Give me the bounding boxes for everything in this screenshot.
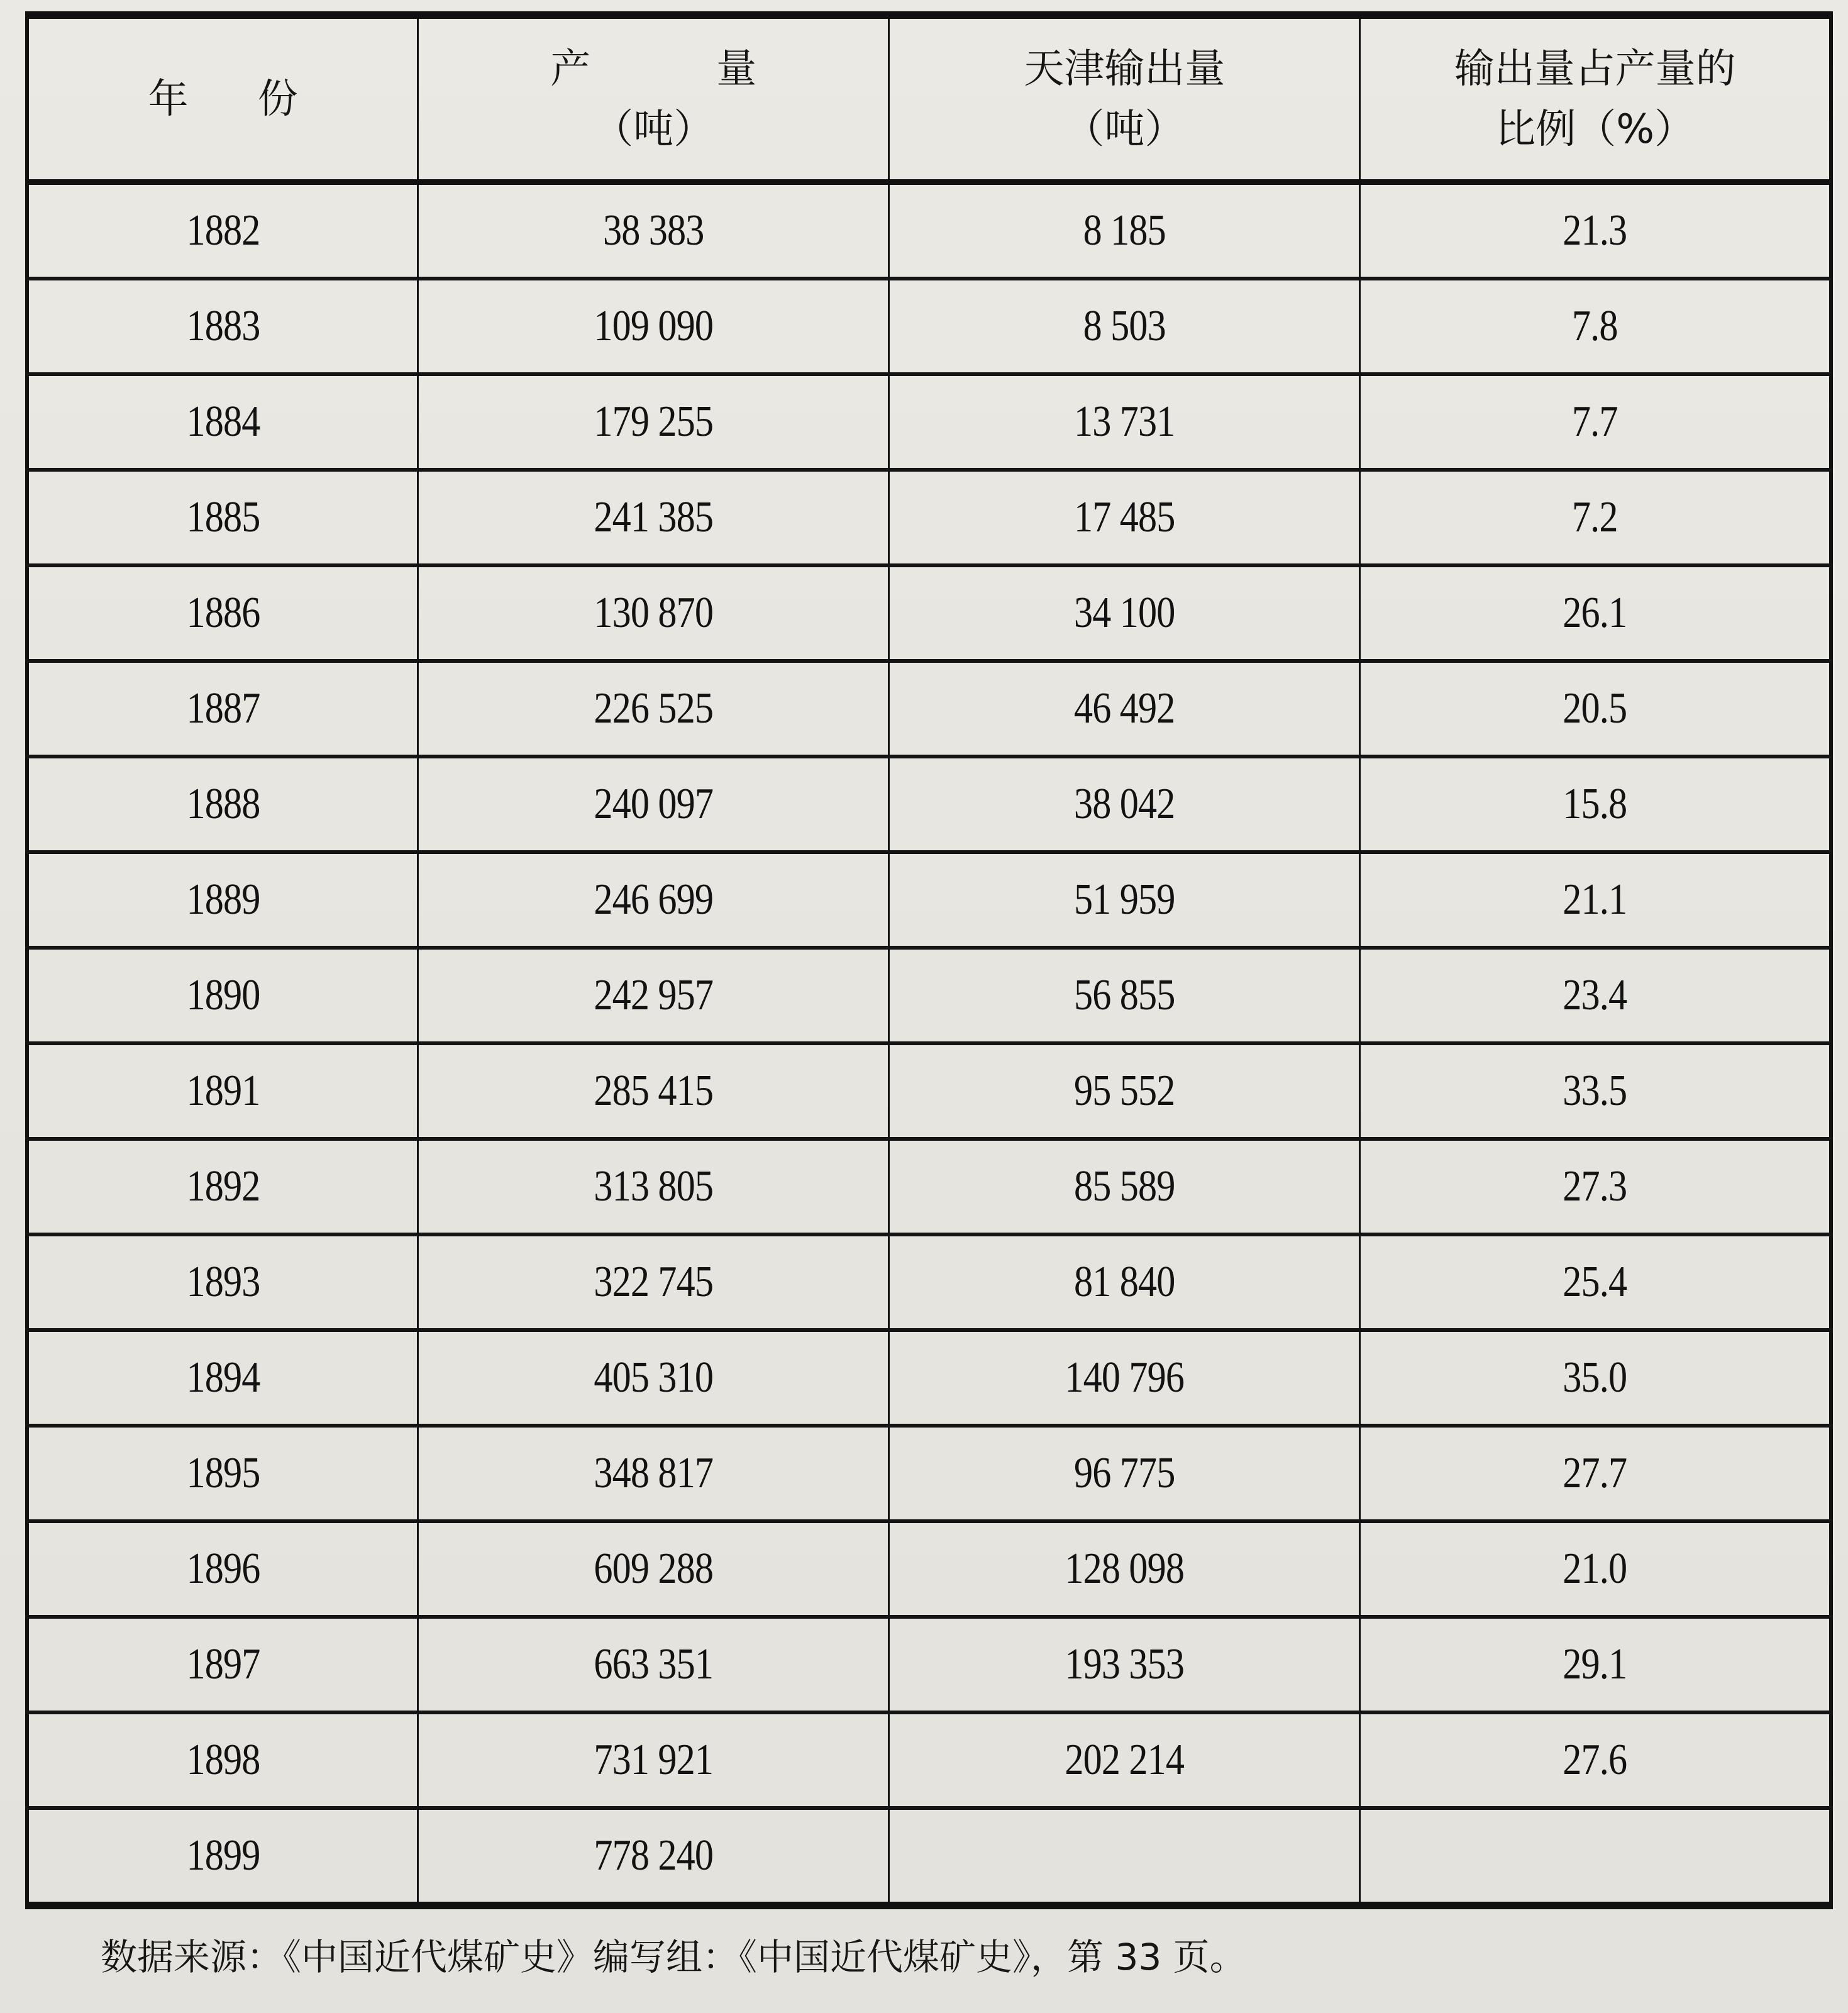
ratio-cell: 21.0 xyxy=(1360,1521,1831,1617)
year-cell: 1890 xyxy=(27,948,418,1043)
year-cell: 1889 xyxy=(27,852,418,948)
table-row xyxy=(27,374,1831,470)
year-cell: 1897 xyxy=(27,1617,418,1712)
header-production: 产量 （吨） xyxy=(418,15,889,182)
tianjin-export-cell: 51 959 xyxy=(889,852,1360,948)
ratio-cell: 29.1 xyxy=(1360,1617,1831,1712)
year-cell: 1885 xyxy=(27,470,418,565)
ratio-cell: 7.7 xyxy=(1360,374,1831,470)
year-cell: 1893 xyxy=(27,1234,418,1330)
tianjin-export-cell: 56 855 xyxy=(889,948,1360,1043)
production-cell: 241 385 xyxy=(418,470,889,565)
production-cell: 130 870 xyxy=(418,565,889,661)
year-cell: 1884 xyxy=(27,374,418,470)
tianjin-export-cell: 202 214 xyxy=(889,1712,1360,1808)
ratio-cell: 25.4 xyxy=(1360,1234,1831,1330)
production-cell: 179 255 xyxy=(418,374,889,470)
tianjin-export-cell: 193 353 xyxy=(889,1617,1360,1712)
tianjin-export-cell: 34 100 xyxy=(889,565,1360,661)
table-row xyxy=(27,1521,1831,1617)
table-row xyxy=(27,565,1831,661)
header-tianjin-export: 天津输出量 （吨） xyxy=(889,15,1360,182)
production-cell: 109 090 xyxy=(418,279,889,374)
production-cell: 226 525 xyxy=(418,661,889,757)
table-row xyxy=(27,1043,1831,1139)
production-cell: 348 817 xyxy=(418,1426,889,1521)
table-row xyxy=(27,1617,1831,1712)
tianjin-export-cell: 140 796 xyxy=(889,1330,1360,1426)
tianjin-export-cell: 128 098 xyxy=(889,1521,1360,1617)
tianjin-export-cell: 8 185 xyxy=(889,182,1360,279)
ratio-cell: 23.4 xyxy=(1360,948,1831,1043)
table-row xyxy=(27,661,1831,757)
production-cell: 285 415 xyxy=(418,1043,889,1139)
production-cell: 38 383 xyxy=(418,182,889,279)
tianjin-export-cell xyxy=(889,1808,1360,1905)
production-cell: 405 310 xyxy=(418,1330,889,1426)
ratio-cell: 27.3 xyxy=(1360,1139,1831,1234)
year-cell: 1895 xyxy=(27,1426,418,1521)
year-cell: 1887 xyxy=(27,661,418,757)
table-row xyxy=(27,1808,1831,1905)
ratio-cell: 33.5 xyxy=(1360,1043,1831,1139)
production-cell: 609 288 xyxy=(418,1521,889,1617)
table-row xyxy=(27,1234,1831,1330)
year-cell: 1888 xyxy=(27,757,418,852)
tianjin-export-cell: 38 042 xyxy=(889,757,1360,852)
production-cell: 322 745 xyxy=(418,1234,889,1330)
ratio-cell: 35.0 xyxy=(1360,1330,1831,1426)
table-row xyxy=(27,1426,1831,1521)
year-cell: 1899 xyxy=(27,1808,418,1905)
table-row xyxy=(27,1139,1831,1234)
table-row xyxy=(27,470,1831,565)
table-body xyxy=(27,182,1831,1906)
tianjin-export-cell: 95 552 xyxy=(889,1043,1360,1139)
year-cell: 1891 xyxy=(27,1043,418,1139)
year-cell: 1898 xyxy=(27,1712,418,1808)
table-row xyxy=(27,757,1831,852)
ratio-cell: 21.1 xyxy=(1360,852,1831,948)
ratio-cell xyxy=(1360,1808,1831,1905)
production-cell: 778 240 xyxy=(418,1808,889,1905)
table-row xyxy=(27,1330,1831,1426)
table-row xyxy=(27,279,1831,374)
tianjin-export-cell: 17 485 xyxy=(889,470,1360,565)
header-export-ratio: 输出量占产量的 比例（%） xyxy=(1360,15,1831,182)
year-cell: 1892 xyxy=(27,1139,418,1234)
table-row xyxy=(27,948,1831,1043)
year-cell: 1886 xyxy=(27,565,418,661)
header-year: 年份 xyxy=(27,15,418,182)
production-cell: 242 957 xyxy=(418,948,889,1043)
tianjin-export-cell: 96 775 xyxy=(889,1426,1360,1521)
table-header-row xyxy=(27,15,1831,182)
ratio-cell: 21.3 xyxy=(1360,182,1831,279)
tianjin-export-cell: 81 840 xyxy=(889,1234,1360,1330)
ratio-cell: 26.1 xyxy=(1360,565,1831,661)
ratio-cell: 27.7 xyxy=(1360,1426,1831,1521)
tianjin-export-cell: 46 492 xyxy=(889,661,1360,757)
production-cell: 246 699 xyxy=(418,852,889,948)
ratio-cell: 27.6 xyxy=(1360,1712,1831,1808)
production-cell: 663 351 xyxy=(418,1617,889,1712)
coal-production-table xyxy=(25,11,1833,1909)
table-row xyxy=(27,182,1831,279)
production-cell: 240 097 xyxy=(418,757,889,852)
year-cell: 1882 xyxy=(27,182,418,279)
tianjin-export-cell: 13 731 xyxy=(889,374,1360,470)
production-cell: 313 805 xyxy=(418,1139,889,1234)
ratio-cell: 7.2 xyxy=(1360,470,1831,565)
year-cell: 1894 xyxy=(27,1330,418,1426)
source-note: 数据来源：《中国近代煤矿史》编写组：《中国近代煤矿史》，第 33 页。 xyxy=(101,1936,1246,1978)
year-cell: 1896 xyxy=(27,1521,418,1617)
ratio-cell: 20.5 xyxy=(1360,661,1831,757)
tianjin-export-cell: 8 503 xyxy=(889,279,1360,374)
table-row xyxy=(27,852,1831,948)
table-row xyxy=(27,1712,1831,1808)
ratio-cell: 15.8 xyxy=(1360,757,1831,852)
year-cell: 1883 xyxy=(27,279,418,374)
production-cell: 731 921 xyxy=(418,1712,889,1808)
tianjin-export-cell: 85 589 xyxy=(889,1139,1360,1234)
ratio-cell: 7.8 xyxy=(1360,279,1831,374)
